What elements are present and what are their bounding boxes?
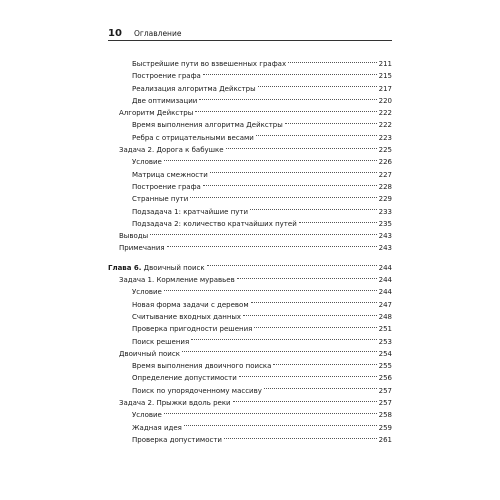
toc-entry[interactable] xyxy=(108,156,392,168)
toc-entry[interactable] xyxy=(108,348,392,360)
toc-entry-title xyxy=(132,336,189,348)
toc-entry-title xyxy=(132,95,197,107)
toc-page-number: 222 xyxy=(378,121,392,130)
dot-leader xyxy=(251,302,377,303)
toc-entry-text: Поиск по упорядоченному массиву xyxy=(132,386,262,395)
toc-entry-text: Проверка пригодности решения xyxy=(132,325,253,334)
toc-entry-title xyxy=(132,83,256,95)
toc-entry-text: Проверка допустимости xyxy=(132,435,222,444)
toc-entry[interactable] xyxy=(108,169,392,181)
toc-page-number: 233 xyxy=(378,207,392,216)
dot-leader xyxy=(299,222,377,223)
toc-entry[interactable] xyxy=(108,132,392,144)
toc-page-number: 261 xyxy=(378,435,392,444)
toc-entry-text: Алгоритм Дейкстры xyxy=(119,109,194,118)
dot-leader xyxy=(191,339,376,340)
toc-page-number: 257 xyxy=(378,386,392,395)
dot-leader xyxy=(164,413,377,414)
toc-entry-title xyxy=(132,286,162,298)
toc-page-number: 255 xyxy=(378,362,392,371)
toc-entry[interactable] xyxy=(108,193,392,205)
dot-leader xyxy=(150,234,377,235)
toc-entry-title xyxy=(132,181,201,193)
dot-leader xyxy=(184,425,377,426)
toc-entry-title xyxy=(119,348,180,360)
toc-entry[interactable] xyxy=(108,286,392,298)
toc-entry-title xyxy=(132,119,283,131)
toc-entry-text: Задача 2. Прыжки вдоль реки xyxy=(119,399,231,408)
toc-entry-title xyxy=(119,397,231,409)
dot-leader xyxy=(195,111,376,112)
toc-entry-text: Определение допустимости xyxy=(132,374,237,383)
toc-entry-title xyxy=(132,70,201,82)
dot-leader xyxy=(288,62,377,63)
toc-page-number: 244 xyxy=(378,276,392,285)
toc-entry[interactable] xyxy=(108,144,392,156)
toc-entry[interactable] xyxy=(108,422,392,434)
toc-entry-title xyxy=(132,206,248,218)
dot-leader xyxy=(190,197,376,198)
toc-page-number: 244 xyxy=(378,288,392,297)
toc-entry-text: Построение графа xyxy=(132,72,201,81)
toc-entry-title xyxy=(119,242,165,254)
toc-page-number: 215 xyxy=(378,72,392,81)
toc-entry-title xyxy=(132,311,241,323)
toc-entry-text: Странные пути xyxy=(132,195,189,204)
toc-entry-text: Время выполнения алгоритма Дейкстры xyxy=(132,121,283,130)
toc-entry[interactable] xyxy=(108,274,392,286)
toc-entry-text: Условие xyxy=(132,411,162,420)
toc-page-number: 259 xyxy=(378,423,392,432)
toc-entry-text: Двоичный поиск xyxy=(119,349,180,358)
toc-entry[interactable] xyxy=(108,372,392,384)
toc-entry-text: Две оптимизации xyxy=(132,96,198,105)
toc-entry-title xyxy=(132,372,237,384)
toc-entry-text: Поиск решения xyxy=(132,337,190,346)
toc-entry-title xyxy=(132,299,249,311)
dot-leader xyxy=(164,160,377,161)
dot-leader xyxy=(256,135,377,136)
toc-entry[interactable] xyxy=(108,218,392,230)
toc-entry[interactable] xyxy=(108,230,392,242)
toc-page-number: 248 xyxy=(378,312,392,321)
dot-leader xyxy=(254,327,376,328)
table-of-contents xyxy=(108,58,392,446)
toc-entry[interactable] xyxy=(108,58,392,70)
toc-entry-text: Время выполнения двоичного поиска xyxy=(132,362,272,371)
dot-leader xyxy=(167,246,377,247)
toc-page-number: 226 xyxy=(378,158,392,167)
toc-entry-title xyxy=(132,409,162,421)
dot-leader xyxy=(199,99,376,100)
dot-leader xyxy=(226,148,377,149)
toc-entry-text: Примечания xyxy=(119,244,165,253)
toc-entry[interactable] xyxy=(108,336,392,348)
dot-leader xyxy=(207,265,377,266)
toc-entry[interactable] xyxy=(108,299,392,311)
toc-entry-title xyxy=(108,262,205,274)
dot-leader xyxy=(182,351,377,352)
toc-entry-title xyxy=(119,144,224,156)
toc-page-number: 258 xyxy=(378,411,392,420)
dot-leader xyxy=(164,290,377,291)
toc-entry[interactable] xyxy=(108,397,392,409)
toc-entry-title xyxy=(132,193,188,205)
toc-entry[interactable] xyxy=(108,311,392,323)
toc-entry[interactable] xyxy=(108,360,392,372)
toc-entry-text: Быстрейшие пути во взвешенных графах xyxy=(132,60,287,68)
dot-leader xyxy=(273,364,376,365)
toc-entry-title xyxy=(132,323,252,335)
toc-entry-title xyxy=(132,422,182,434)
toc-entry-title xyxy=(119,274,235,286)
toc-entry-title xyxy=(119,230,148,242)
toc-page-number: 257 xyxy=(378,399,392,408)
toc-entry-text: Двоичный поиск xyxy=(141,263,205,272)
toc-entry[interactable] xyxy=(108,119,392,131)
toc-entry-title xyxy=(132,58,286,70)
dot-leader xyxy=(250,209,377,210)
toc-chapter-entry[interactable] xyxy=(108,262,392,274)
toc-page-number: 229 xyxy=(378,195,392,204)
toc-entry-title xyxy=(132,385,262,397)
toc-page-number: 220 xyxy=(378,96,392,105)
dot-leader xyxy=(285,123,377,124)
toc-entry-text: Задача 1. Кормление муравьев xyxy=(119,276,235,285)
toc-entry-text: Условие xyxy=(132,158,162,167)
toc-page-number: 217 xyxy=(378,84,392,93)
toc-page-number: 254 xyxy=(378,349,392,358)
dot-leader xyxy=(237,278,377,279)
toc-page-number: 244 xyxy=(378,263,392,272)
toc-entry[interactable] xyxy=(108,242,392,254)
toc-entry-text: Матрица смежности xyxy=(132,170,208,179)
toc-entry-title xyxy=(132,360,271,372)
dot-leader xyxy=(233,401,377,402)
toc-entry-text: Жадная идея xyxy=(132,423,182,432)
toc-entry-text: Подзадача 2: количество кратчайших путей xyxy=(132,219,297,228)
toc-entry-text: Ребра с отрицательными весами xyxy=(132,133,254,142)
dot-leader xyxy=(203,74,377,75)
toc-entry[interactable] xyxy=(108,323,392,335)
toc-page-number: 222 xyxy=(378,109,392,118)
dot-leader xyxy=(264,388,377,389)
toc-entry[interactable] xyxy=(108,409,392,421)
toc-entry-text: Подзадача 1: кратчайшие пути xyxy=(132,207,249,216)
toc-entry-text: Выводы xyxy=(119,232,149,241)
running-header xyxy=(108,26,392,41)
toc-entry-title xyxy=(132,156,162,168)
toc-entry-title xyxy=(119,107,193,119)
chapter-number: Глава 6. xyxy=(108,263,142,272)
toc-page-number: 251 xyxy=(378,325,392,334)
toc-page-number: 243 xyxy=(378,244,392,253)
toc-page-number: 247 xyxy=(378,300,392,309)
toc-page-number: 256 xyxy=(378,374,392,383)
toc-entry-text: Задача 2. Дорога к бабушке xyxy=(119,146,224,155)
toc-entry[interactable] xyxy=(108,385,392,397)
dot-leader xyxy=(224,438,377,439)
toc-page-number: 223 xyxy=(378,133,392,142)
toc-entry-title xyxy=(132,434,222,446)
running-title: Оглавление xyxy=(134,29,182,38)
toc-entry[interactable] xyxy=(108,95,392,107)
toc-entry-title xyxy=(132,169,208,181)
toc-entry[interactable] xyxy=(108,107,392,119)
toc-page-number: 243 xyxy=(378,232,392,241)
toc-entry[interactable] xyxy=(108,83,392,95)
dot-leader xyxy=(210,172,377,173)
toc-page-number: 235 xyxy=(378,219,392,228)
page-number: 10 xyxy=(108,28,122,39)
toc-entry-title xyxy=(132,132,254,144)
toc-page-number: 228 xyxy=(378,182,392,191)
toc-entry[interactable] xyxy=(108,434,392,446)
toc-page-number: 253 xyxy=(378,337,392,346)
dot-leader xyxy=(203,185,377,186)
toc-entry-text: Реализация алгоритма Дейкстры xyxy=(132,84,256,93)
dot-leader xyxy=(243,315,377,316)
dot-leader xyxy=(258,86,377,87)
toc-entry-text: Условие xyxy=(132,288,162,297)
toc-page-number: 227 xyxy=(378,170,392,179)
toc-entry-text: Новая форма задачи с деревом xyxy=(132,300,249,309)
toc-entry[interactable] xyxy=(108,70,392,82)
toc-entry[interactable] xyxy=(108,181,392,193)
toc-entry-text: Считывание входных данных xyxy=(132,312,242,321)
toc-entry-title xyxy=(132,218,297,230)
toc-entry-text: Построение графа xyxy=(132,182,201,191)
dot-leader xyxy=(239,376,377,377)
toc-page-number: 211 xyxy=(378,60,392,68)
toc-page-number: 225 xyxy=(378,146,392,155)
toc-entry[interactable] xyxy=(108,206,392,218)
